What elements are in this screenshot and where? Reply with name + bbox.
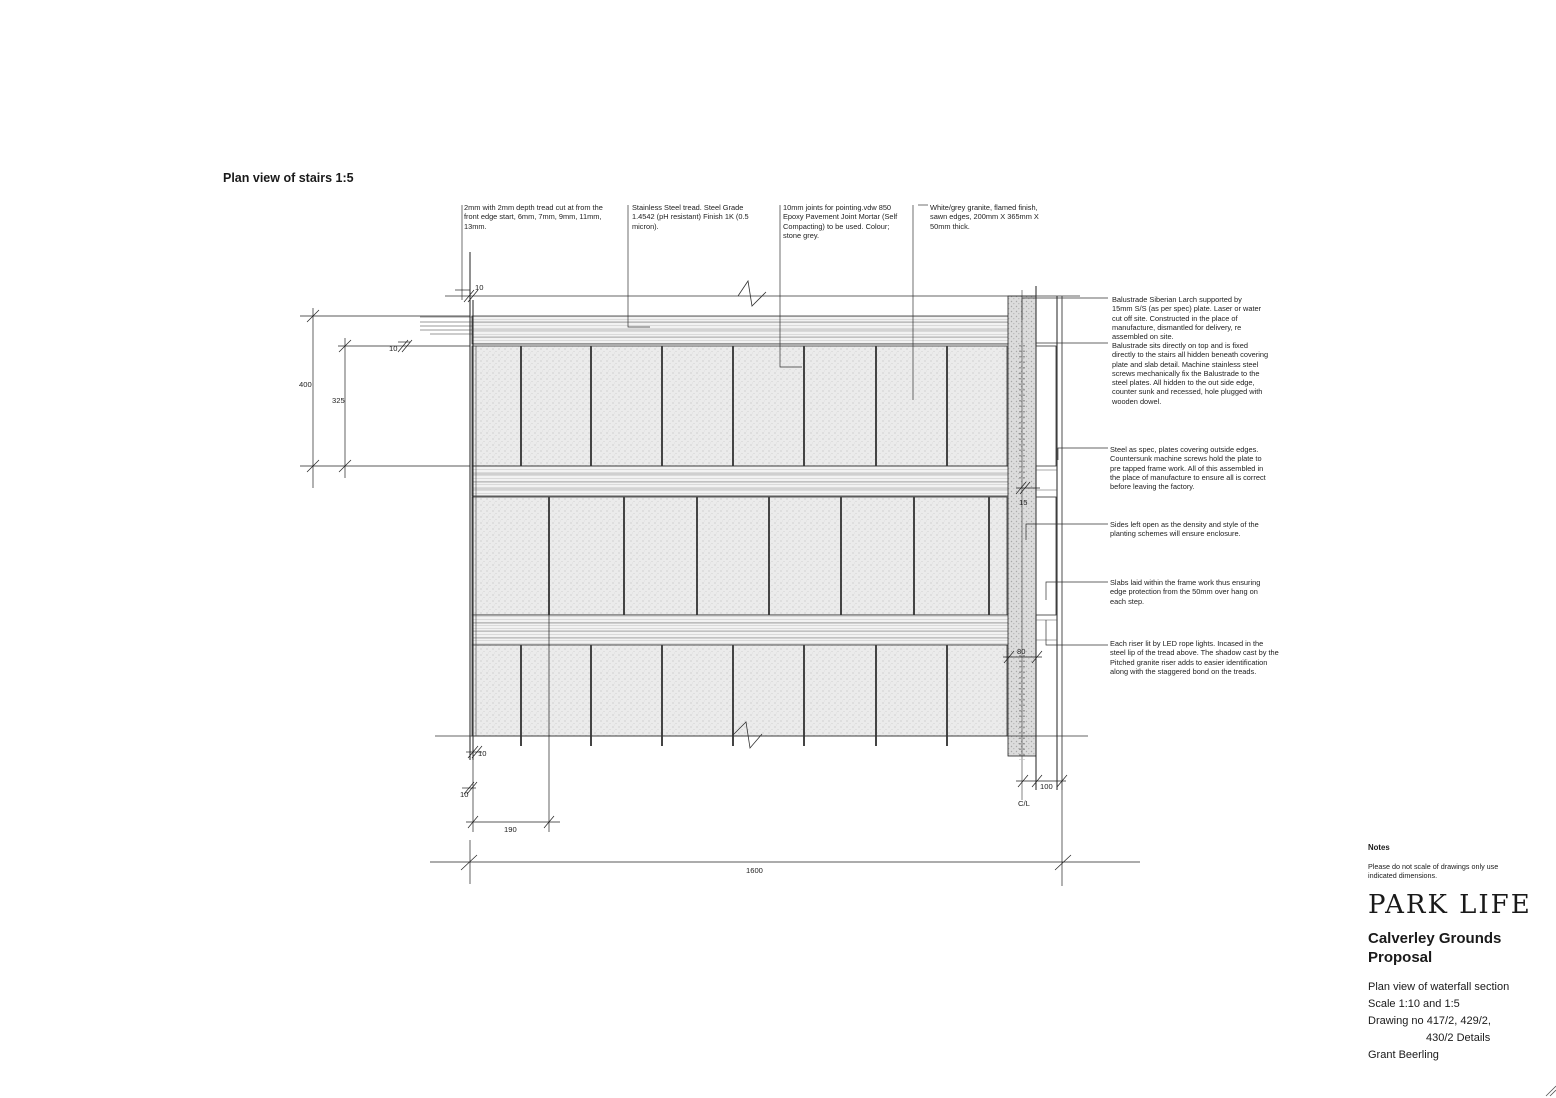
park-life-logo: PARK LIFE (1368, 890, 1532, 920)
notes-text: Please do not scale of drawings only use indicated dimensions. (1368, 862, 1499, 881)
dim-10-bottom: 10 (478, 749, 487, 758)
slab-row-2 (472, 497, 1007, 615)
note-sides-open: Sides left open as the density and style of the planting schemes will ensure enclosure. (1110, 520, 1259, 539)
dim-1600: 1600 (746, 866, 763, 875)
notes-heading: Notes (1368, 843, 1390, 852)
dim-15: 15 (1019, 498, 1028, 507)
dim-80: 80 (1017, 647, 1026, 656)
dim-400: 400 (299, 380, 312, 389)
dim-100: 100 (1040, 782, 1053, 791)
dim-10-bottom-2: 10 (460, 790, 469, 799)
note-balustrade-larch: Balustrade Siberian Larch supported by 15mm S/S (as per spec) plate. Laser or water cut off site. Constructed in the place of manufacture, dismantled for delivery, re assembled on site. (1112, 295, 1262, 342)
slab-row-1 (472, 346, 1007, 466)
dim-325: 325 (332, 396, 345, 405)
tread-nose-2 (472, 466, 1032, 496)
drawing-number: Drawing no 417/2, 429/2, (1368, 1015, 1491, 1027)
note-steel-tread: Stainless Steel tread. Steel Grade 1.4542 (pH resistant) Finish 1K (0.5 micron). (632, 203, 749, 231)
drawing-number-cont: 430/2 Details (1426, 1032, 1491, 1044)
note-joints: 10mm joints for pointing.vdw 850 Epoxy Pavement Joint Mortar (Self Compacting) to be used. Colour; stone grey. (783, 203, 898, 240)
sheet-title: Plan view of waterfall section (1368, 981, 1510, 993)
sheet-scale: Scale 1:10 and 1:5 (1368, 998, 1460, 1010)
note-tread-cut: 2mm with 2mm depth tread cut at from the front edge start, 6mm, 7mm, 9mm, 11mm, 13mm. (464, 203, 603, 231)
slab-row-3 (472, 645, 1007, 746)
project-title: Calverley Grounds Proposal (1368, 930, 1502, 966)
balustrade-column (1008, 286, 1062, 800)
note-balustrade-fix: Balustrade sits directly on top and is fixed directly to the stairs all hidden beneath covering plate and slab detail. Machine stainless steel screws mechanically fix the Balustrade to the steel plates. All hidden to the out side edge, counter sunk and recessed, hole plugged with wooden dowel. (1112, 341, 1269, 406)
tread-nose-top (472, 316, 1032, 344)
note-granite: White/grey granite, flamed finish, sawn edges, 200mm X 365mm X 50mm thick. (930, 203, 1039, 231)
corner-mark (1546, 1086, 1556, 1096)
drawing-title: Plan view of stairs 1:5 (223, 171, 354, 185)
dim-10-top: 10 (475, 283, 484, 292)
note-riser-led: Each riser lit by LED rope lights. Incased in the steel lip of the tread above. The shadow cast by the Pitched granite riser adds to easier identification along with the staggered bond on the treads. (1110, 639, 1279, 676)
note-slabs: Slabs laid within the frame work thus ensuring edge protection from the 50mm over hang on each step. (1110, 578, 1261, 606)
dim-190: 190 (504, 825, 517, 834)
dim-10-left: 10 (389, 344, 398, 353)
note-steel-plates: Steel as spec, plates covering outside edges. Countersunk machine screws hold the plate to pre tapped frame work. All of this assembled in the place of manufacture to ensure all is correct before leaving the factory. (1110, 445, 1266, 492)
centre-line-label: C/L (1018, 799, 1030, 808)
author-name: Grant Beerling (1368, 1049, 1439, 1061)
tread-nose-3 (472, 615, 1032, 645)
